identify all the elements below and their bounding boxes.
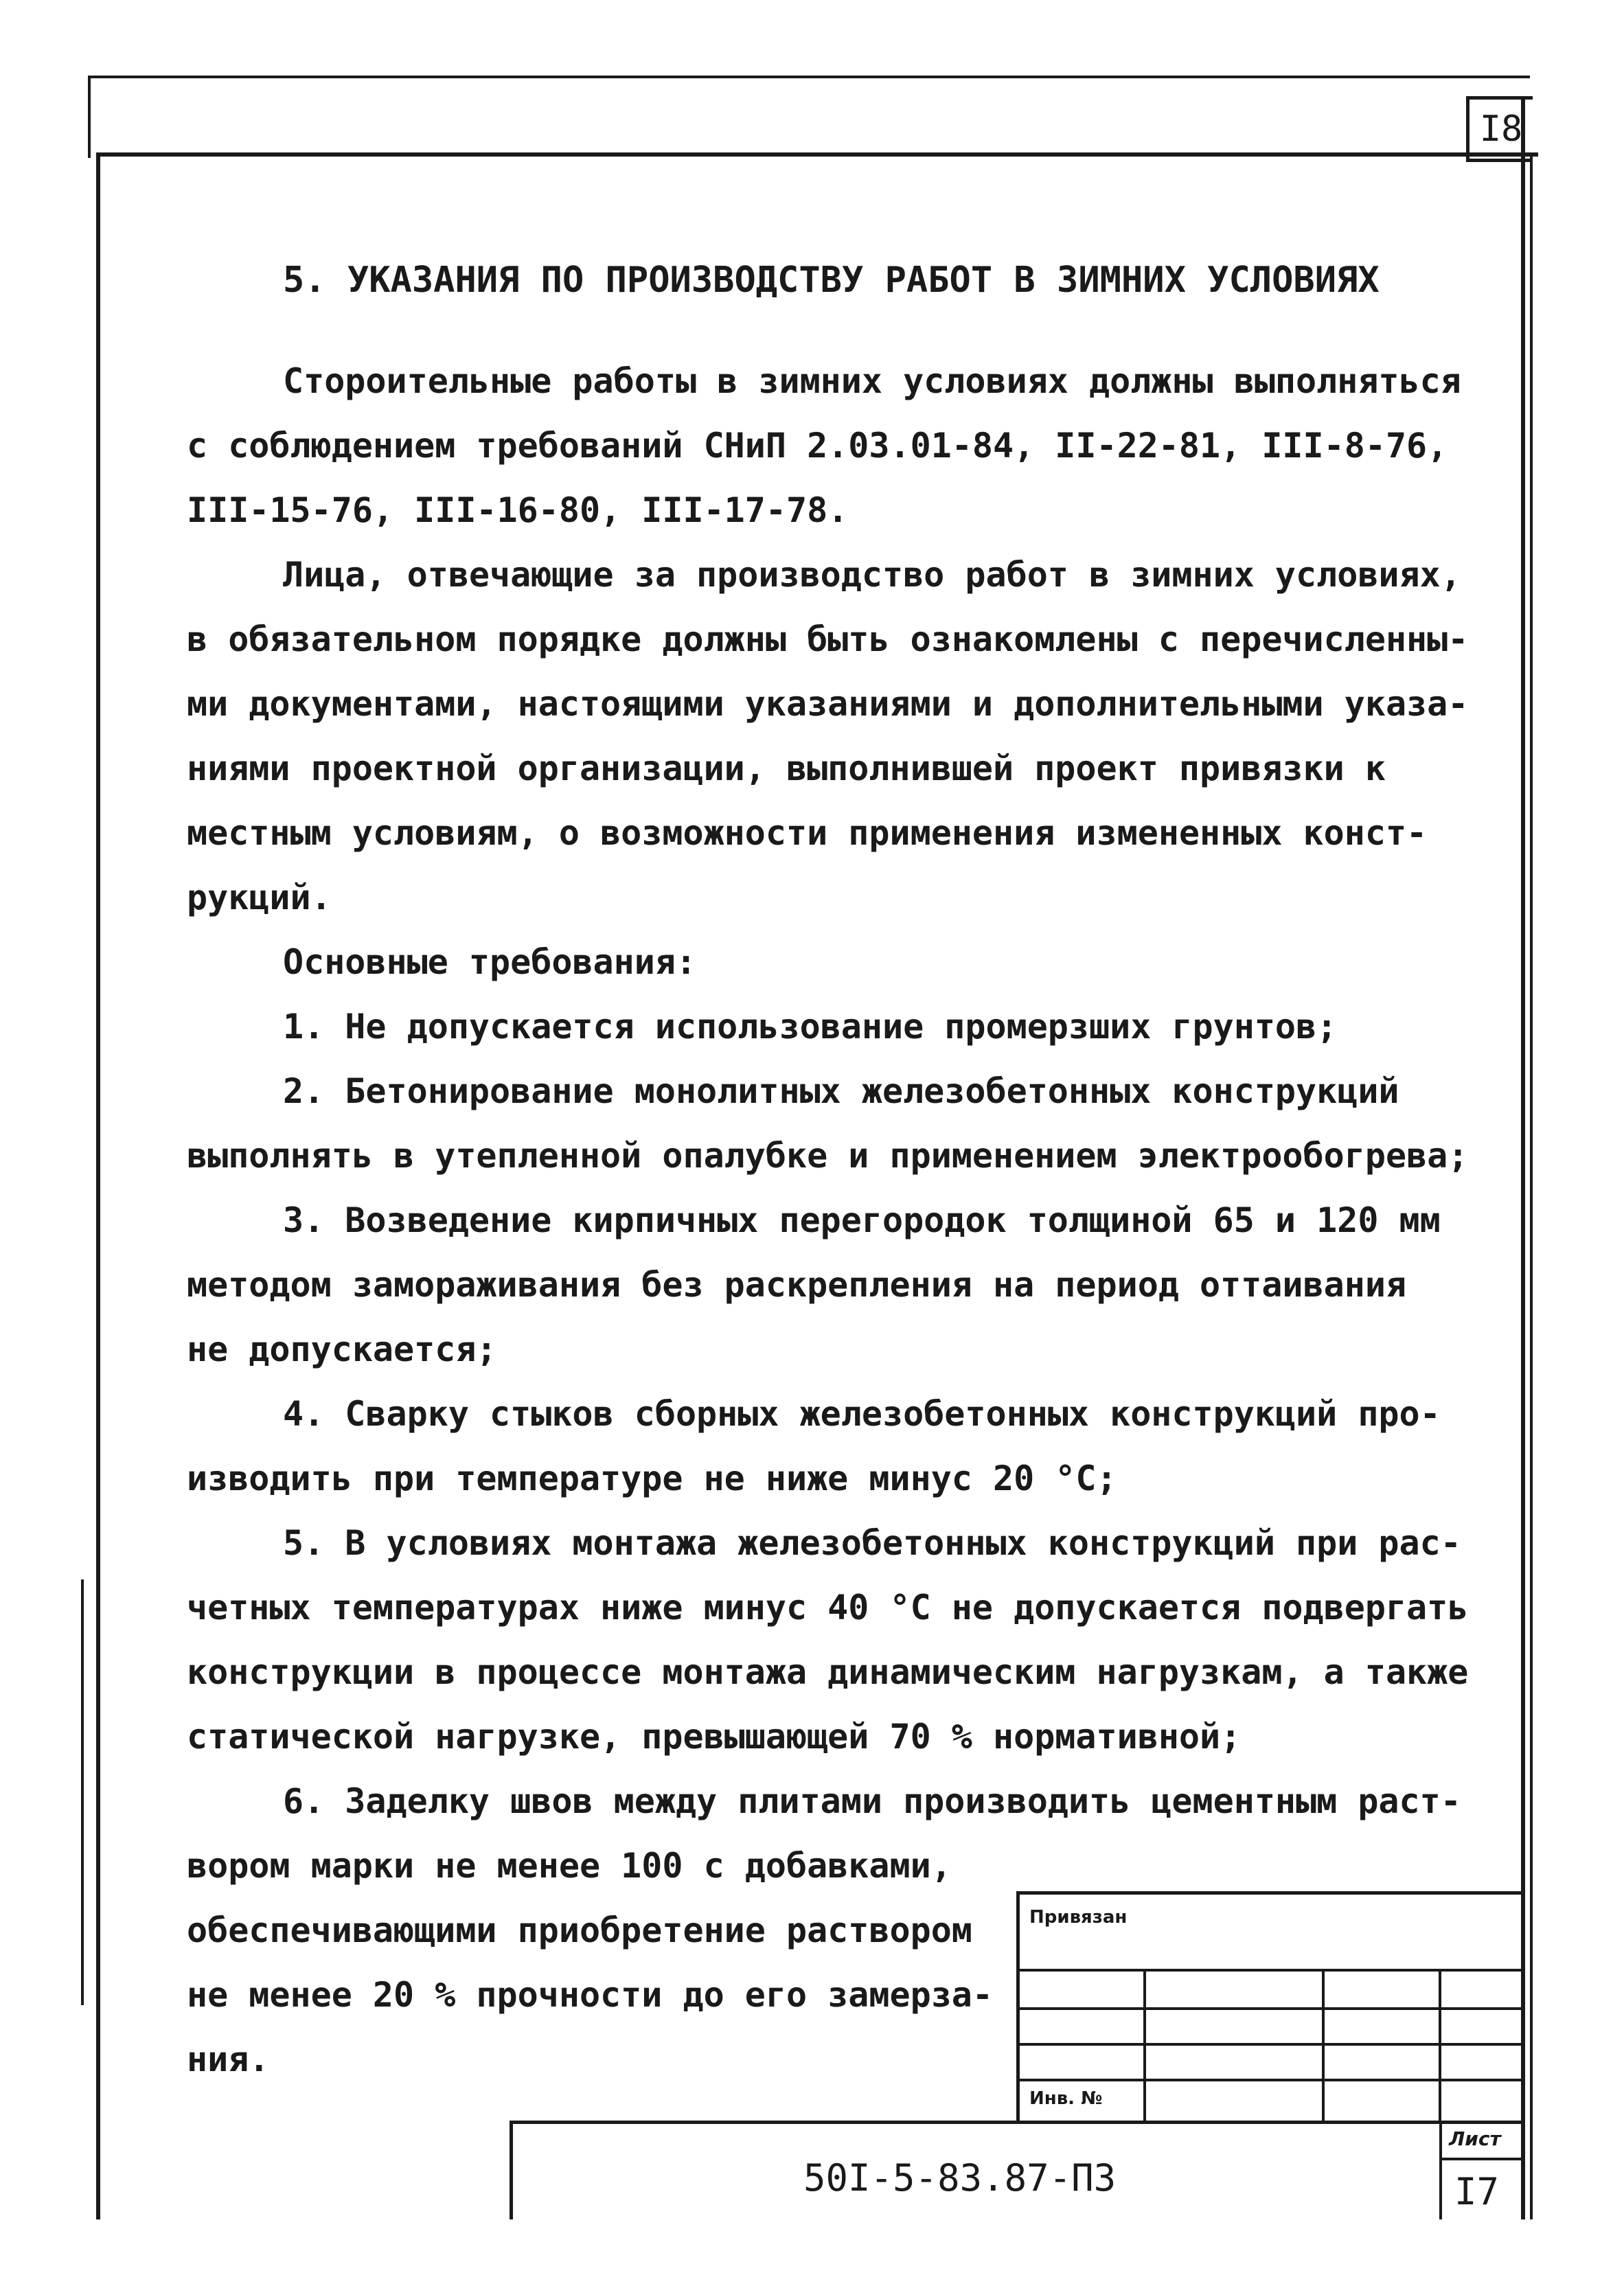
body-line: Стороительные работы в зимних условиях должны выполняться: [283, 361, 1461, 401]
body-line: местным условиям, о возможности применения измененных конст-: [187, 813, 1428, 853]
frame-left-outer: [88, 76, 91, 158]
stamp-col-divider: [1439, 1969, 1441, 2124]
body-line: ния.: [187, 2040, 270, 2079]
body-line: 6. Заделку швов между плитами производить цементным раст-: [283, 1781, 1461, 1821]
body-line: изводить при температуре не ниже минус 20 °С;: [187, 1459, 1117, 1498]
body-line: рукций.: [187, 878, 332, 917]
section-heading: 5. УКАЗАНИЯ ПО ПРОИЗВОДСТВУ РАБОТ В ЗИМНИХ УСЛОВИЯХ: [283, 260, 1380, 301]
body-line: четных температурах ниже минус 40 °С не допускается подвергать: [187, 1588, 1469, 1627]
frame-left-inner: [96, 152, 100, 2219]
stamp-row-divider: [1020, 2043, 1524, 2046]
stamp-row-divider: [1020, 1969, 1524, 1972]
body-line: 5. В условиях монтажа железобетонных конструкций при рас-: [283, 1523, 1461, 1563]
body-line: выполнять в утепленной опалубке и применением электрообогрева;: [187, 1136, 1469, 1176]
body-line: вором марки не менее 100 с добавками,: [187, 1846, 952, 1886]
sheet-cell-left: [1439, 2121, 1442, 2219]
document-code: 50I-5-83.87-ПЗ: [803, 2156, 1117, 2200]
body-line: методом замораживания без раскрепления на период оттаивания: [187, 1265, 1407, 1305]
bound-label: Привязан: [1029, 1907, 1128, 1928]
body-line: конструкции в процессе монтажа динамическим нагрузкам, а также: [187, 1652, 1469, 1692]
body-line: Основные требования:: [283, 942, 697, 982]
stamp-row-divider: [1020, 2007, 1524, 2010]
body-line: 2. Бетонирование монолитных железобетонных конструкций: [283, 1071, 1399, 1111]
body-line: 3. Возведение кирпичных перегородок толщиной 65 и 120 мм: [283, 1200, 1441, 1240]
sheet-number: I7: [1454, 2170, 1500, 2213]
inventory-label: Инв. №: [1029, 2088, 1103, 2109]
stamp-block: [1016, 1891, 1524, 2124]
body-line: ми документами, настоящими указаниями и дополнительными указа-: [187, 684, 1469, 724]
body-line: не допускается;: [187, 1329, 497, 1369]
sheet-label: Лист: [1449, 2127, 1501, 2150]
title-block-left: [510, 2121, 513, 2219]
body-line: не менее 20 % прочности до его замерза-: [187, 1975, 993, 2015]
body-line: обеспечивающими приобретение раствором: [187, 1910, 972, 1950]
body-line: III-15-76, III-16-80, III-17-78.: [187, 490, 849, 530]
sheet-cell-divider: [1439, 2158, 1524, 2160]
body-line: Лица, отвечающие за производство работ в зимних условиях,: [283, 555, 1461, 595]
stamp-row-divider: [1020, 2079, 1524, 2081]
stamp-col-divider: [1143, 1969, 1146, 2124]
frame-right-outer: [1530, 155, 1533, 2219]
title-block-top: [510, 2121, 1524, 2124]
frame-top-outer: [88, 76, 1530, 78]
body-line: статической нагрузке, превышающей 70 % нормативной;: [187, 1717, 1242, 1757]
body-line: ниями проектной организации, выполнившей проект привязки к: [187, 749, 1386, 788]
frame-top-inner: [96, 152, 1538, 157]
body-line: в обязательном порядке должны быть ознакомлены с перечисленны-: [187, 619, 1469, 659]
body-line: 1. Не допускается использование промерзших грунтов;: [283, 1007, 1338, 1047]
page-number: I8: [1466, 96, 1533, 162]
body-line: с соблюдением требований СНиП 2.03.01-84, II-22-81, III-8-76,: [187, 426, 1448, 466]
frame-left-bar: [81, 1579, 84, 2005]
stamp-col-divider: [1322, 1969, 1325, 2124]
body-line: 4. Сварку стыков сборных железобетонных конструкций про-: [283, 1394, 1441, 1434]
